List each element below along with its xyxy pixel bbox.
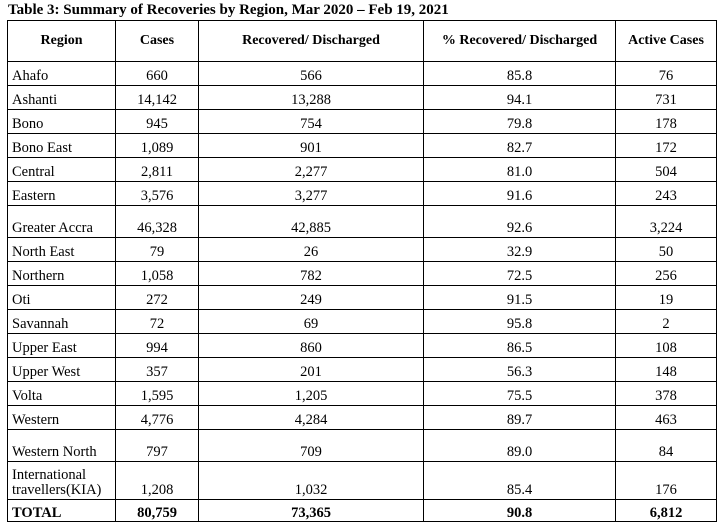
cell-region-line-1: International — [12, 467, 87, 483]
cell-active: 19 — [616, 286, 717, 310]
cell-recovered: 201 — [199, 358, 424, 382]
cell-region: Eastern — [8, 182, 116, 206]
table-row — [8, 86, 717, 110]
table-row — [8, 238, 717, 262]
cell-recovered: 3,277 — [199, 182, 424, 206]
cell-cases: 4,776 — [116, 406, 199, 430]
cell-region: Greater Accra — [8, 206, 116, 238]
cell-percent: 95.8 — [424, 310, 616, 334]
cell-cases: 1,208 — [116, 462, 199, 500]
cell-recovered: 901 — [199, 134, 424, 158]
total-recovered: 73,365 — [199, 500, 424, 522]
cell-region: Upper East — [8, 334, 116, 358]
cell-percent: 92.6 — [424, 206, 616, 238]
header-row — [8, 21, 717, 62]
cell-cases: 79 — [116, 238, 199, 262]
cell-percent: 75.5 — [424, 382, 616, 406]
column-header-region: Region — [8, 21, 116, 62]
total-percent: 90.8 — [424, 500, 616, 522]
table-row — [8, 262, 717, 286]
cell-recovered: 42,885 — [199, 206, 424, 238]
table-row — [8, 206, 717, 238]
cell-percent: 89.0 — [424, 430, 616, 462]
cell-cases: 797 — [116, 430, 199, 462]
table-row — [8, 334, 717, 358]
cell-region: Bono East — [8, 134, 116, 158]
recoveries-table — [7, 20, 717, 522]
cell-region: Savannah — [8, 310, 116, 334]
total-cases: 80,759 — [116, 500, 199, 522]
table-row — [8, 158, 717, 182]
table-row — [8, 382, 717, 406]
table-row — [8, 134, 717, 158]
cell-active: 378 — [616, 382, 717, 406]
cell-percent: 72.5 — [424, 262, 616, 286]
cell-cases: 1,595 — [116, 382, 199, 406]
cell-active: 3,224 — [616, 206, 717, 238]
cell-active: 76 — [616, 62, 717, 86]
cell-percent: 91.5 — [424, 286, 616, 310]
cell-active: 256 — [616, 262, 717, 286]
cell-active: 504 — [616, 158, 717, 182]
cell-percent: 81.0 — [424, 158, 616, 182]
cell-recovered: 754 — [199, 110, 424, 134]
cell-percent: 82.7 — [424, 134, 616, 158]
cell-percent: 85.8 — [424, 62, 616, 86]
cell-region — [8, 462, 116, 500]
cell-active: 2 — [616, 310, 717, 334]
total-row — [8, 500, 717, 522]
cell-active: 463 — [616, 406, 717, 430]
cell-recovered: 566 — [199, 62, 424, 86]
cell-region: Upper West — [8, 358, 116, 382]
cell-active: 172 — [616, 134, 717, 158]
table-title: Table 3: Summary of Recoveries by Region, Mar 2020 – Feb 19, 2021 — [8, 2, 449, 18]
cell-region: Central — [8, 158, 116, 182]
cell-cases: 272 — [116, 286, 199, 310]
cell-recovered: 1,032 — [199, 462, 424, 500]
cell-region: Volta — [8, 382, 116, 406]
cell-cases: 1,058 — [116, 262, 199, 286]
cell-recovered: 69 — [199, 310, 424, 334]
cell-recovered: 2,277 — [199, 158, 424, 182]
column-header-cases: Cases — [116, 21, 199, 62]
table-row — [8, 462, 717, 500]
cell-percent: 79.8 — [424, 110, 616, 134]
cell-region-line-2: travellers(KIA) — [12, 482, 102, 498]
cell-cases: 1,089 — [116, 134, 199, 158]
cell-active: 243 — [616, 182, 717, 206]
table-row — [8, 110, 717, 134]
cell-active: 178 — [616, 110, 717, 134]
cell-recovered: 13,288 — [199, 86, 424, 110]
column-header-recovered: Recovered/ Discharged — [199, 21, 424, 62]
cell-cases: 46,328 — [116, 206, 199, 238]
cell-region: North East — [8, 238, 116, 262]
cell-active: 148 — [616, 358, 717, 382]
cell-percent: 89.7 — [424, 406, 616, 430]
cell-region: Bono — [8, 110, 116, 134]
cell-active: 108 — [616, 334, 717, 358]
cell-recovered: 709 — [199, 430, 424, 462]
table-row — [8, 310, 717, 334]
table-row — [8, 182, 717, 206]
cell-cases: 945 — [116, 110, 199, 134]
cell-percent: 91.6 — [424, 182, 616, 206]
total-label: TOTAL — [8, 500, 116, 522]
cell-region: Northern — [8, 262, 116, 286]
table-row — [8, 358, 717, 382]
cell-active: 731 — [616, 86, 717, 110]
cell-percent: 94.1 — [424, 86, 616, 110]
cell-recovered: 1,205 — [199, 382, 424, 406]
cell-recovered: 4,284 — [199, 406, 424, 430]
cell-region: Oti — [8, 286, 116, 310]
cell-region: Ahafo — [8, 62, 116, 86]
cell-cases: 2,811 — [116, 158, 199, 182]
cell-cases: 357 — [116, 358, 199, 382]
column-header-percent-recovered: % Recovered/ Discharged — [424, 21, 616, 62]
cell-recovered: 249 — [199, 286, 424, 310]
cell-recovered: 860 — [199, 334, 424, 358]
total-active: 6,812 — [616, 500, 717, 522]
cell-cases: 660 — [116, 62, 199, 86]
cell-active: 84 — [616, 430, 717, 462]
cell-region: Ashanti — [8, 86, 116, 110]
table-row — [8, 430, 717, 462]
table-row — [8, 62, 717, 86]
cell-percent: 85.4 — [424, 462, 616, 500]
table-row — [8, 406, 717, 430]
table-row — [8, 286, 717, 310]
cell-percent: 86.5 — [424, 334, 616, 358]
cell-percent: 56.3 — [424, 358, 616, 382]
column-header-active-cases: Active Cases — [616, 21, 717, 62]
cell-region: Western North — [8, 430, 116, 462]
cell-active: 176 — [616, 462, 717, 500]
cell-region: Western — [8, 406, 116, 430]
cell-cases: 14,142 — [116, 86, 199, 110]
cell-recovered: 782 — [199, 262, 424, 286]
cell-cases: 72 — [116, 310, 199, 334]
cell-recovered: 26 — [199, 238, 424, 262]
cell-active: 50 — [616, 238, 717, 262]
cell-percent: 32.9 — [424, 238, 616, 262]
cell-cases: 994 — [116, 334, 199, 358]
cell-cases: 3,576 — [116, 182, 199, 206]
